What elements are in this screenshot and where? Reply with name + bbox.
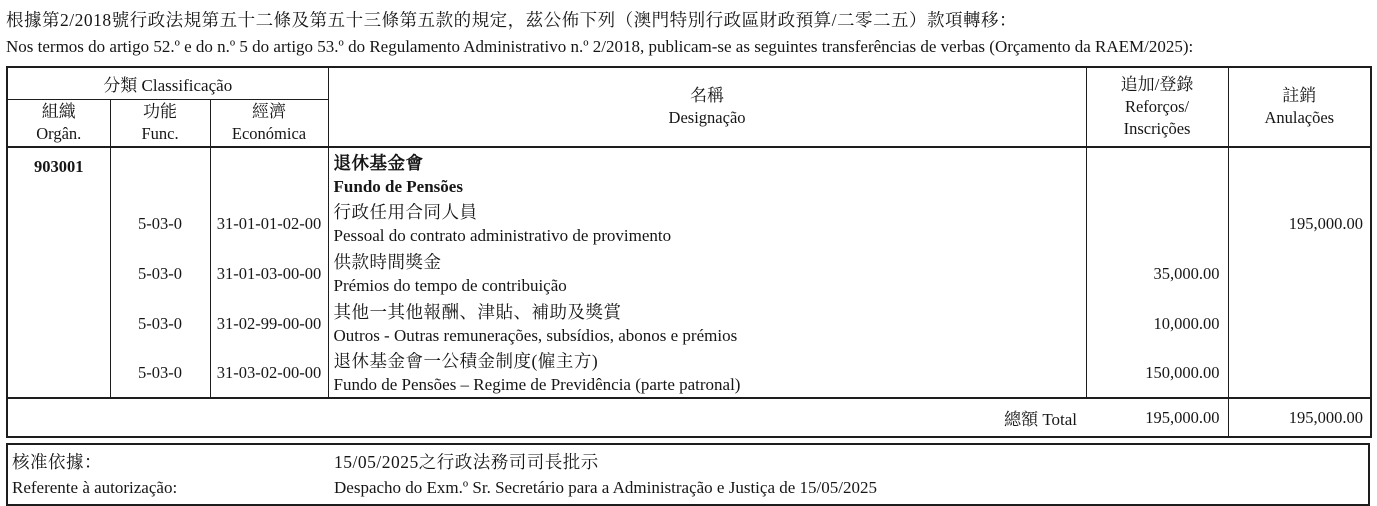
header-functional-pt: Func. — [141, 123, 179, 143]
header-cancellations-pt: Anulações — [1264, 108, 1335, 127]
cell-economic-code: 31-02-99-00-00 — [210, 299, 328, 349]
table-row — [7, 349, 1371, 398]
total-cancellations: 195,000.00 — [1228, 398, 1371, 437]
header-designation-zh: 名稱 — [690, 86, 725, 105]
header-reinforcements — [1086, 67, 1228, 147]
header-economic-zh: 經濟 — [252, 101, 287, 121]
header-reinforcements-pt2: Inscrições — [1123, 119, 1191, 138]
cell-economic-code — [210, 147, 328, 199]
cell-reinforcement-amount — [1086, 147, 1228, 199]
cell-economic-code: 31-01-03-00-00 — [210, 249, 328, 299]
header-reinforcements-pt1: Reforços/ — [1124, 97, 1190, 116]
designation-pt: Outros - Outras remunerações, subsídios, abonos e prémios — [333, 326, 738, 345]
authorization-value-zh: 15/05/2025之行政法務司司長批示 — [334, 452, 599, 472]
cell-organic-code: 903001 — [7, 147, 110, 199]
cell-organic-code — [7, 299, 110, 349]
table-header — [7, 67, 1371, 147]
designation-zh: 退休基金會一公積金制度(僱主方) — [333, 351, 599, 371]
designation-pt: Pessoal do contrato administrativo de provimento — [333, 226, 672, 245]
cell-functional-code: 5-03-0 — [110, 349, 210, 398]
intro-line-chinese: 根據第2/2018號行政法規第五十二條及第五十三條第五款的規定，茲公佈下列（澳門特別行政區財政預算/二零二五）款項轉移： — [6, 10, 1017, 30]
table-row — [7, 147, 1371, 199]
table-row — [7, 199, 1371, 249]
header-reinforcements-zh: 追加/登錄 — [1120, 75, 1194, 94]
cell-cancellation-amount — [1228, 249, 1371, 299]
authorization-box — [6, 443, 1370, 506]
designation-pt: Prémios do tempo de contribuição — [333, 276, 567, 295]
cell-functional-code: 5-03-0 — [110, 199, 210, 249]
cell-functional-code: 5-03-0 — [110, 249, 210, 299]
table-body — [7, 147, 1371, 437]
table-row — [7, 299, 1371, 349]
intro-line-portuguese: Nos termos do artigo 52.º e do n.º 5 do artigo 53.º do Regulamento Administrativo n.º 2/2018, publicam-se as seguintes transferências de verbas (Orçamento da RAEM/2025): — [6, 37, 1194, 56]
cell-economic-code: 31-01-01-02-00 — [210, 199, 328, 249]
header-classification: 分類 Classificação — [7, 67, 328, 99]
cell-functional-code: 5-03-0 — [110, 299, 210, 349]
cell-organic-code — [7, 249, 110, 299]
cell-reinforcement-amount: 35,000.00 — [1086, 249, 1228, 299]
header-functional — [110, 99, 210, 147]
header-cancellations — [1228, 67, 1371, 147]
cell-reinforcement-amount: 150,000.00 — [1086, 349, 1228, 398]
authorization-values — [334, 450, 1368, 504]
budget-transfer-table — [6, 66, 1372, 438]
cell-reinforcement-amount: 10,000.00 — [1086, 299, 1228, 349]
cell-organic-code — [7, 349, 110, 398]
header-designation — [328, 67, 1086, 147]
designation-zh: 其他一其他報酬、津貼、補助及獎賞 — [333, 302, 622, 322]
cell-cancellation-amount — [1228, 147, 1371, 199]
cell-cancellation-amount — [1228, 299, 1371, 349]
header-organic — [7, 99, 110, 147]
cell-organic-code — [7, 199, 110, 249]
header-economic-pt: Económica — [231, 123, 307, 143]
cell-designation — [328, 349, 1086, 398]
cell-reinforcement-amount — [1086, 199, 1228, 249]
cell-designation — [328, 299, 1086, 349]
header-organic-pt: Orgân. — [36, 123, 82, 143]
authorization-label-zh: 核准依據： — [12, 452, 102, 472]
table-row — [7, 249, 1371, 299]
designation-pt: Fundo de Pensões — [333, 177, 463, 196]
header-economic — [210, 99, 328, 147]
cell-economic-code: 31-03-02-00-00 — [210, 349, 328, 398]
header-cancellations-zh: 註銷 — [1282, 86, 1317, 105]
cell-designation — [328, 147, 1086, 199]
designation-zh: 退休基金會 — [333, 153, 424, 173]
cell-cancellation-amount — [1228, 349, 1371, 398]
header-organic-zh: 組織 — [41, 101, 76, 121]
cell-cancellation-amount: 195,000.00 — [1288, 214, 1364, 233]
designation-zh: 行政任用合同人員 — [333, 202, 478, 222]
cell-designation — [328, 249, 1086, 299]
authorization-label-pt: Referente à autorização: — [12, 478, 178, 497]
designation-zh: 供款時間獎金 — [333, 252, 442, 272]
total-row — [7, 398, 1371, 437]
authorization-value-pt: Despacho do Exm.º Sr. Secretário para a Administração e Justiça de 15/05/2025 — [334, 478, 877, 497]
total-reinforcements: 195,000.00 — [1086, 398, 1228, 437]
total-label: 總額 Total — [7, 398, 1086, 437]
cell-functional-code — [110, 147, 210, 199]
designation-pt: Fundo de Pensões – Regime de Previdência (parte patronal) — [333, 375, 741, 394]
cell-designation — [328, 199, 1086, 249]
authorization-labels — [12, 450, 334, 504]
header-designation-pt: Designação — [668, 108, 746, 127]
header-functional-zh: 功能 — [143, 101, 177, 121]
